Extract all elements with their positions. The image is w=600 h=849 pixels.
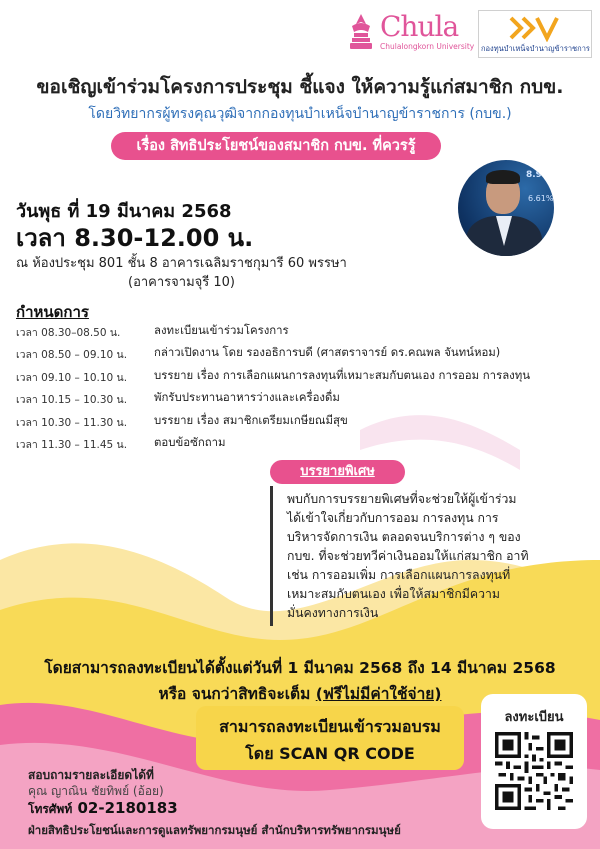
free-of-charge-note: (ฟรีไม่มีค่าใช้จ่าย) xyxy=(315,685,442,703)
special-line: มั่นคงทางการเงิน xyxy=(287,606,379,620)
schedule-time: เวลา 08.50 – 09.10 น. xyxy=(16,349,128,362)
schedule-time: เวลา 11.30 – 11.45 น. xyxy=(16,438,128,451)
chula-seal-icon xyxy=(344,12,378,52)
page-subtitle: โดยวิทยากรผู้ทรงคุณวุฒิจากกองทุนบำเหน็จบำนาญข้าราชการ (กบข.) xyxy=(88,106,512,122)
registration-note-prefix: หรือ จนกว่าสิทธิจะเต็ม xyxy=(158,685,316,703)
schedule-time: เวลา 09.10 – 10.10 น. xyxy=(16,371,128,384)
schedule-desc: ลงทะเบียนเข้าร่วมโครงการ xyxy=(154,323,289,337)
screen-number-1: 8.9 xyxy=(526,170,542,180)
schedule-desc: บรรยาย เรื่อง การเลือกแผนการลงทุนที่เหมาะสมกับตนเอง การออม การลงทุน xyxy=(154,367,531,382)
event-date: วันพุธ ที่ 19 มีนาคม 2568 xyxy=(16,201,232,222)
schedule-time: เวลา 08.30–08.50 น. xyxy=(16,327,121,339)
schedule-desc: พักรับประทานอาหารว่างและเครื่องดื่ม xyxy=(154,390,340,405)
schedule-desc: บรรยาย เรื่อง สมาชิกเตรียมเกษียณมีสุข xyxy=(154,412,348,427)
schedule-item xyxy=(16,389,596,411)
special-lecture-text xyxy=(270,486,585,626)
gpf-logo xyxy=(478,10,592,58)
chula-wordmark: Chula xyxy=(380,10,459,43)
schedule-title: กำหนดการ xyxy=(16,303,89,321)
event-venue-building: (อาคารจามจุรี 10) xyxy=(128,275,235,290)
page-title: ขอเชิญเข้าร่วมโครงการประชุม ชี้แจง ให้ความรู้แก่สมาชิก กบข. xyxy=(36,76,564,98)
topic-badge: เรื่อง สิทธิประโยชน์ของสมาชิก กบข. ที่ควรรู้ xyxy=(111,132,441,160)
event-venue: ณ ห้องประชุม 801 ชั้น 8 อาคารเฉลิมราชกุมารี 60 พรรษา xyxy=(16,256,347,271)
qr-code-icon[interactable] xyxy=(495,732,573,810)
gpf-mark-icon xyxy=(509,14,561,42)
qr-label: ลงทะเบียน xyxy=(504,710,564,725)
event-time: เวลา 8.30-12.00 น. xyxy=(16,224,254,252)
registration-period: โดยสามารถลงทะเบียนได้ตั้งแต่วันที่ 1 มีนาคม 2568 ถึง 14 มีนาคม 2568 xyxy=(44,659,556,677)
contact-heading: สอบถามรายละเอียดได้ที่ xyxy=(28,768,154,782)
phone-label: โทรศัพท์ xyxy=(28,802,73,816)
special-line: เหมาะสมกับตนเอง เพื่อให้สมาชิกมีความ xyxy=(287,587,501,601)
schedule-item xyxy=(16,344,596,366)
phone-number[interactable]: 02-2180183 xyxy=(77,799,178,817)
chula-logo xyxy=(340,8,475,56)
schedule-item xyxy=(16,367,596,389)
special-line: เช่น การออมเพิ่ม การเลือกแผนการลงทุนที่ xyxy=(287,568,511,582)
schedule-item xyxy=(16,412,596,434)
speaker-photo xyxy=(458,160,554,256)
qr-cta-line1: สามารถลงทะเบียนเข้ารวมอบรม xyxy=(219,717,441,736)
gpf-text: กองทุนบำเหน็จบำนาญข้าราชการ xyxy=(481,44,590,53)
schedule-list xyxy=(16,322,596,456)
schedule-item xyxy=(16,322,596,344)
chula-subtitle: Chulalongkorn University xyxy=(380,42,475,51)
schedule-desc: กล่าวเปิดงาน โดย รองอธิการบดี (ศาสตราจารย์ ดร.คณพล จันทน์หอม) xyxy=(154,345,501,360)
schedule-time: เวลา 10.30 – 11.30 น. xyxy=(16,416,128,429)
qr-call-to-action xyxy=(196,706,464,770)
special-line: กบข. ที่จะช่วยทวีค่าเงินออมให้แก่สมาชิก อาทิ xyxy=(287,549,529,563)
special-line: บริหารจัดการเงิน ตลอดจนบริการต่าง ๆ ของ xyxy=(287,530,521,544)
special-line: ได้เข้าใจเกี่ยวกับการออม การลงทุน การ xyxy=(287,511,499,525)
contact-phone xyxy=(28,799,178,819)
contact-organization: ฝ่ายสิทธิประโยชน์และการดูแลทรัพยากรมนุษย์ สำนักบริหารทรัพยากรมนุษย์ xyxy=(28,823,401,837)
special-line: พบกับการบรรยายพิเศษที่จะช่วยให้ผู้เข้าร่วม xyxy=(287,492,517,506)
schedule-desc: ตอบข้อซักถาม xyxy=(154,434,226,449)
qr-card[interactable] xyxy=(481,694,587,829)
schedule-item xyxy=(16,434,596,456)
special-lecture-badge: บรรยายพิเศษ xyxy=(270,460,405,484)
qr-cta-line2: โดย SCAN QR CODE xyxy=(245,744,415,763)
screen-number-2: 6.61% xyxy=(528,194,554,203)
schedule-time: เวลา 10.15 – 10.30 น. xyxy=(16,394,128,407)
speaker-hair xyxy=(486,170,520,184)
contact-name: คุณ ญาณิน ชัยทิพย์ (อ้อย) xyxy=(28,784,164,798)
